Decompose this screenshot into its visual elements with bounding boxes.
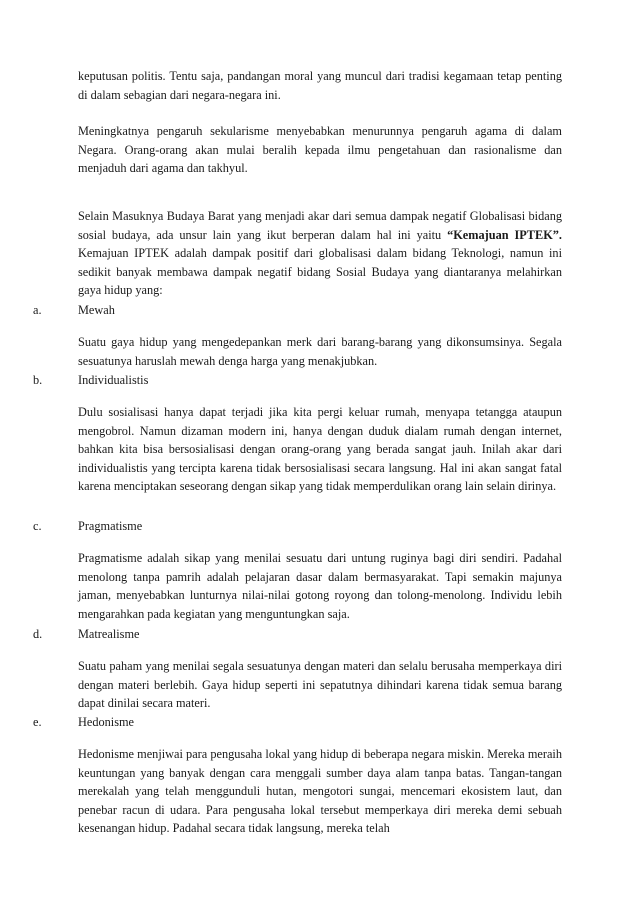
list-body-individualistis: Dulu sosialisasi hanya dapat terjadi jika kita pergi keluar rumah, menyapa tetangga ataupun mengobrol. Namun dizaman modern ini, hanya dengan duduk dialam rumah dengan internet, bahkan kita bisa bersosialisasi dengan orang-orang yang berada sangat jauh. Inilah akar dari individualistis yang tercipta karena tidak bersosialisasi secara langsung. Hal ini akan sangat fatal karena menciptakan seseorang dengan sikap yang tidak memperdulikan orang lain selain dirinya.	[78, 405, 562, 493]
list-letter: e.	[33, 715, 42, 729]
list-letter: d.	[33, 627, 43, 641]
list-body-matrealisme: Suatu paham yang menilai segala sesuatunya dengan materi dan selalu berusaha memperkaya diri dengan materi berlebih. Gaya hidup seperti ini sepatutnya dihindari karena tidak semua barang dapat dinilai secara materi.	[78, 659, 562, 710]
list-title: Pragmatisme	[78, 519, 143, 533]
list-body-mewah: Suatu gaya hidup yang mengedepankan merk dari barang-barang yang dikonsumsinya. Segala sesuatunya haruslah mewah denga harga yang menakjubkan.	[78, 335, 562, 368]
list-heading-mewah	[33, 301, 115, 320]
list-heading-matrealisme	[33, 625, 139, 644]
list-body-hedonisme: Hedonisme menjiwai para pengusaha lokal yang hidup di beberapa negara miskin. Mereka meraih keuntungan yang banyak dengan cara menggali sumber daya alam tanpa batas. Tangan-tangan merekalah yang telah menggunduli hutan, mengotori sungai, mencemari ekosistem laut, dan penebar racun di udara. Para pengusaha lokal tersebut memperkaya diri mereka demi sebuah kesenangan hidup. Padahal secara tidak langsung, mereka telah	[78, 747, 562, 835]
paragraph-iptek-text-1: Selain Masuknya Budaya Barat yang menjadi akar dari semua dampak negatif Globalisasi bidang sosial budaya, ada unsur lain yang ikut berperan dalam hal ini yaitu	[78, 209, 562, 242]
paragraph-iptek-emphasis: “Kemajuan IPTEK”.	[447, 227, 562, 242]
list-title: Individualistis	[78, 373, 149, 387]
paragraph-iptek	[78, 207, 562, 300]
list-heading-pragmatisme	[33, 517, 142, 536]
list-title: Hedonisme	[78, 715, 135, 729]
list-heading-individualistis	[33, 371, 148, 390]
paragraph-political-decision: keputusan politis. Tentu saja, pandangan moral yang muncul dari tradisi kegamaan tetap penting di dalam sebagian dari negara-negara ini.	[78, 69, 562, 102]
paragraph-secularism: Meningkatnya pengaruh sekularisme menyebabkan menurunnya pengaruh agama di dalam Negara. Orang-orang akan mulai beralih kepada ilmu pengetahuan dan rasionalisme dan menjaduh dari agama dan takhyul.	[78, 124, 562, 175]
list-title: Matrealisme	[78, 627, 140, 641]
list-letter: c.	[33, 519, 42, 533]
list-letter: a.	[33, 303, 42, 317]
paragraph-iptek-text-2: Kemajuan IPTEK adalah dampak positif dari globalisasi dalam bidang Teknologi, namun ini sedikit banyak membawa dampak negatif bidang Sosial Budaya yang diantaranya melahirkan gaya hidup yang:	[78, 246, 562, 297]
list-body-pragmatisme: Pragmatisme adalah sikap yang menilai sesuatu dari untung ruginya bagi diri sendiri. Padahal menolong tanpa pamrih adalah pelajaran dasar dalam bermasyarakat. Tapi semakin majunya jaman, menyebabkan lunturnya nilai-nilai gotong royong dan tolong-menolong. Individu lebih mengarahkan pada kegiatan yang menguntungkan saja.	[78, 551, 562, 621]
list-heading-hedonisme	[33, 713, 134, 732]
list-title: Mewah	[78, 303, 115, 317]
list-letter: b.	[33, 373, 43, 387]
